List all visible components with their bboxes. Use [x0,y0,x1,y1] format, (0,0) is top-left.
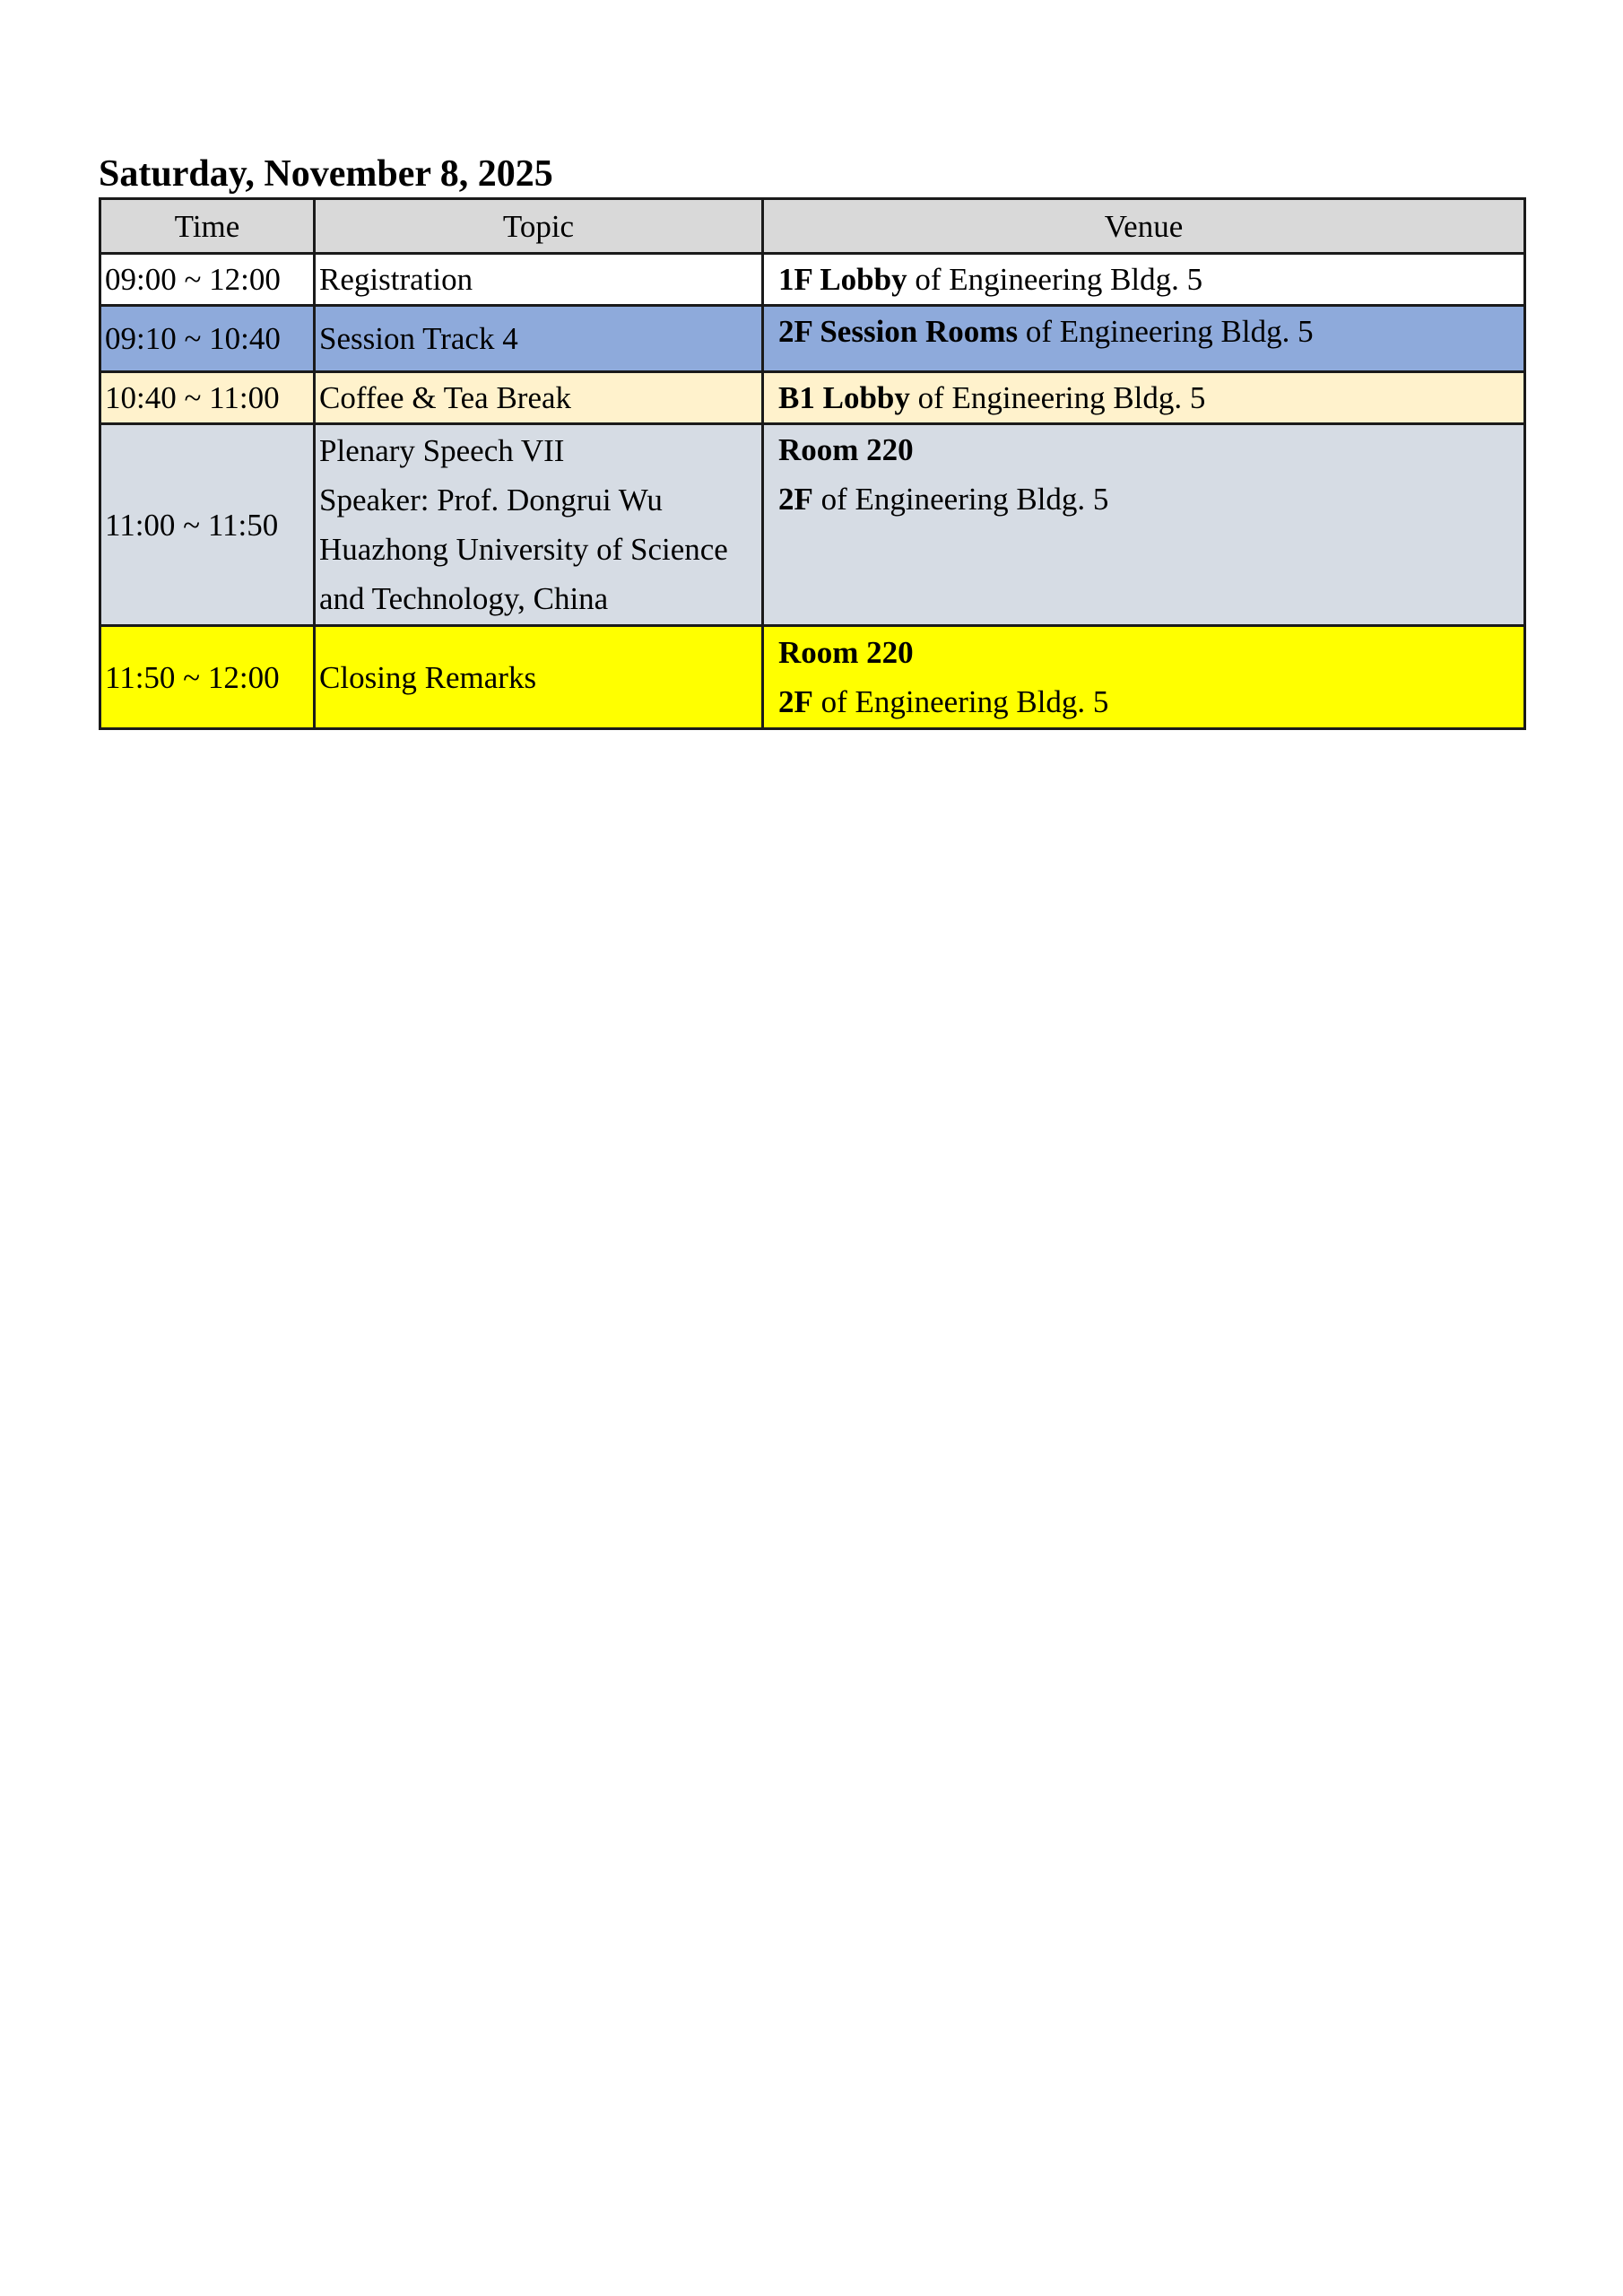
topic-line: Speaker: Prof. Dongrui Wu [319,483,663,517]
topic-line: Plenary Speech VII [319,433,565,468]
venue-cell [763,372,1525,424]
venue-line [778,474,1520,524]
header-time: Time [100,199,315,254]
venue-line [778,307,1520,356]
table-row [100,372,1525,424]
time-cell: 10:40 ~ 11:00 [100,372,315,424]
time-cell: 11:50 ~ 12:00 [100,626,315,729]
venue-line [778,628,1520,677]
venue-location: 2F Session Rooms [778,314,1019,349]
topic-line: Coffee & Tea Break [319,380,572,415]
venue-cell [763,626,1525,729]
venue-building: of Engineering Bldg. 5 [909,380,1206,415]
topic-cell [315,626,763,729]
venue-line [778,255,1520,304]
venue-line [778,425,1520,474]
table-row [100,626,1525,729]
topic-cell [315,424,763,626]
venue-building: of Engineering Bldg. 5 [907,262,1203,297]
venue-building: of Engineering Bldg. 5 [812,684,1109,719]
venue-building: of Engineering Bldg. 5 [1018,314,1314,349]
table-row [100,424,1525,626]
topic-line: and Technology, China [319,581,609,616]
topic-line: Session Track 4 [319,321,518,356]
venue-building: of Engineering Bldg. 5 [812,482,1109,517]
time-cell: 09:00 ~ 12:00 [100,254,315,306]
venue-location: 1F Lobby [778,262,907,297]
venue-line [778,677,1520,726]
topic-cell [315,306,763,372]
table-row [100,306,1525,372]
schedule-table [99,197,1526,730]
time-cell: 09:10 ~ 10:40 [100,306,315,372]
venue-location: 2F [778,482,813,517]
header-venue: Venue [763,199,1525,254]
topic-line: Registration [319,262,473,297]
header-topic: Topic [315,199,763,254]
table-row [100,254,1525,306]
topic-line: Huazhong University of Science [319,532,728,567]
venue-location: 2F [778,684,813,719]
venue-cell [763,306,1525,372]
topic-cell [315,254,763,306]
venue-location: Room 220 [778,635,914,670]
venue-location: Room 220 [778,432,914,467]
time-cell: 11:00 ~ 11:50 [100,424,315,626]
table-header-row [100,199,1525,254]
schedule-day-title: Saturday, November 8, 2025 [99,153,553,195]
venue-cell [763,424,1525,626]
venue-location: B1 Lobby [778,380,910,415]
venue-line [778,373,1520,422]
topic-cell [315,372,763,424]
topic-line: Closing Remarks [319,659,537,695]
venue-cell [763,254,1525,306]
